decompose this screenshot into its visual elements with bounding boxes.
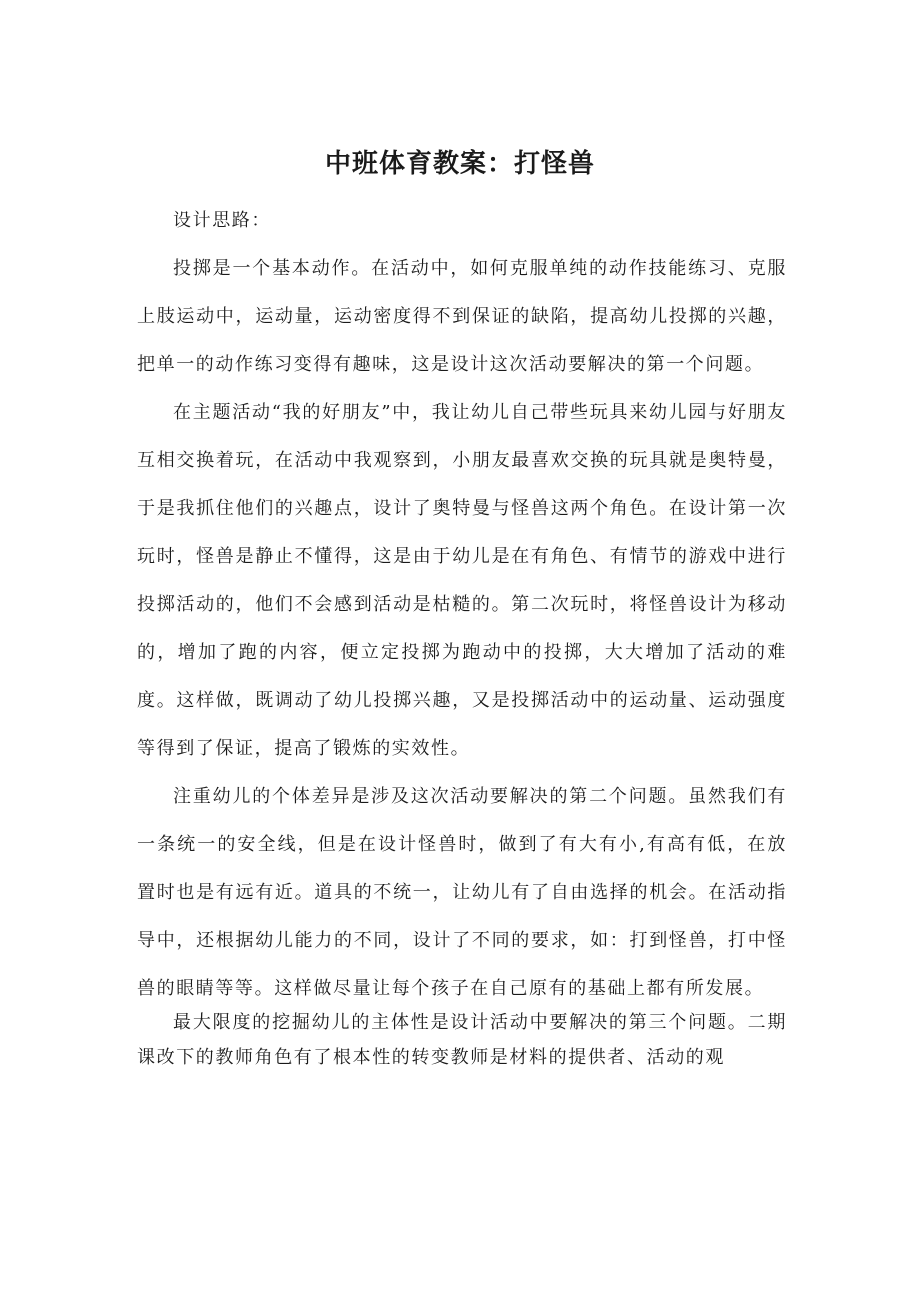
paragraph-4: 最大限度的挖掘幼儿的主体性是设计活动中要解决的第三个问题。二期课改下的教师角色有了根本性的转变教师是材料的提供者、活动的观 [137, 1012, 787, 1068]
paragraph-1: 投掷是一个基本动作。在活动中，如何克服单纯的动作技能练习、克服上肢运动中，运动量，运动密度得不到保证的缺陷，提高幼儿投掷的兴趣，把单一的动作练习变得有趣味，这是设计这次活动要解决的第一个问题。 [137, 258, 787, 375]
paragraph-3: 注重幼儿的个体差异是涉及这次活动要解决的第二个问题。虽然我们有一条统一的安全线，但是在设计怪兽时，做到了有大有小,有高有低，在放置时也是有远有近。道具的不统一，让幼儿有了自由选择的机会。在活动指导中，还根据幼儿能力的不同，设计了不同的要求，如：打到怪兽，打中怪兽的眼睛等等。这样做尽量让每个孩子在自己原有的基础上都有所发展。 [137, 786, 787, 999]
section-label: 设计思路： [173, 210, 271, 231]
document-title: 中班体育教案：打怪兽 [324, 149, 595, 179]
document-body [137, 197, 787, 1075]
paragraph-2: 在主题活动“我的好朋友”中，我让幼儿自己带些玩具来幼儿园与好朋友互相交换着玩，在活动中我观察到，小朋友最喜欢交换的玩具就是奥特曼，于是我抓住他们的兴趣点，设计了奥特曼与怪兽这两个角色。在设计第一次玩时，怪兽是静止不懂得，这是由于幼儿是在有角色、有情节的游戏中进行投掷活动的，他们不会感到活动是枯糙的。第二次玩时，将怪兽设计为移动的，增加了跑的内容，便立定投掷为跑动中的投掷，大大增加了活动的难度。这样做，既调动了幼儿投掷兴趣，又是投掷活动中的运动量、运动强度等得到了保证，提高了锻炼的实效性。 [137, 402, 787, 759]
